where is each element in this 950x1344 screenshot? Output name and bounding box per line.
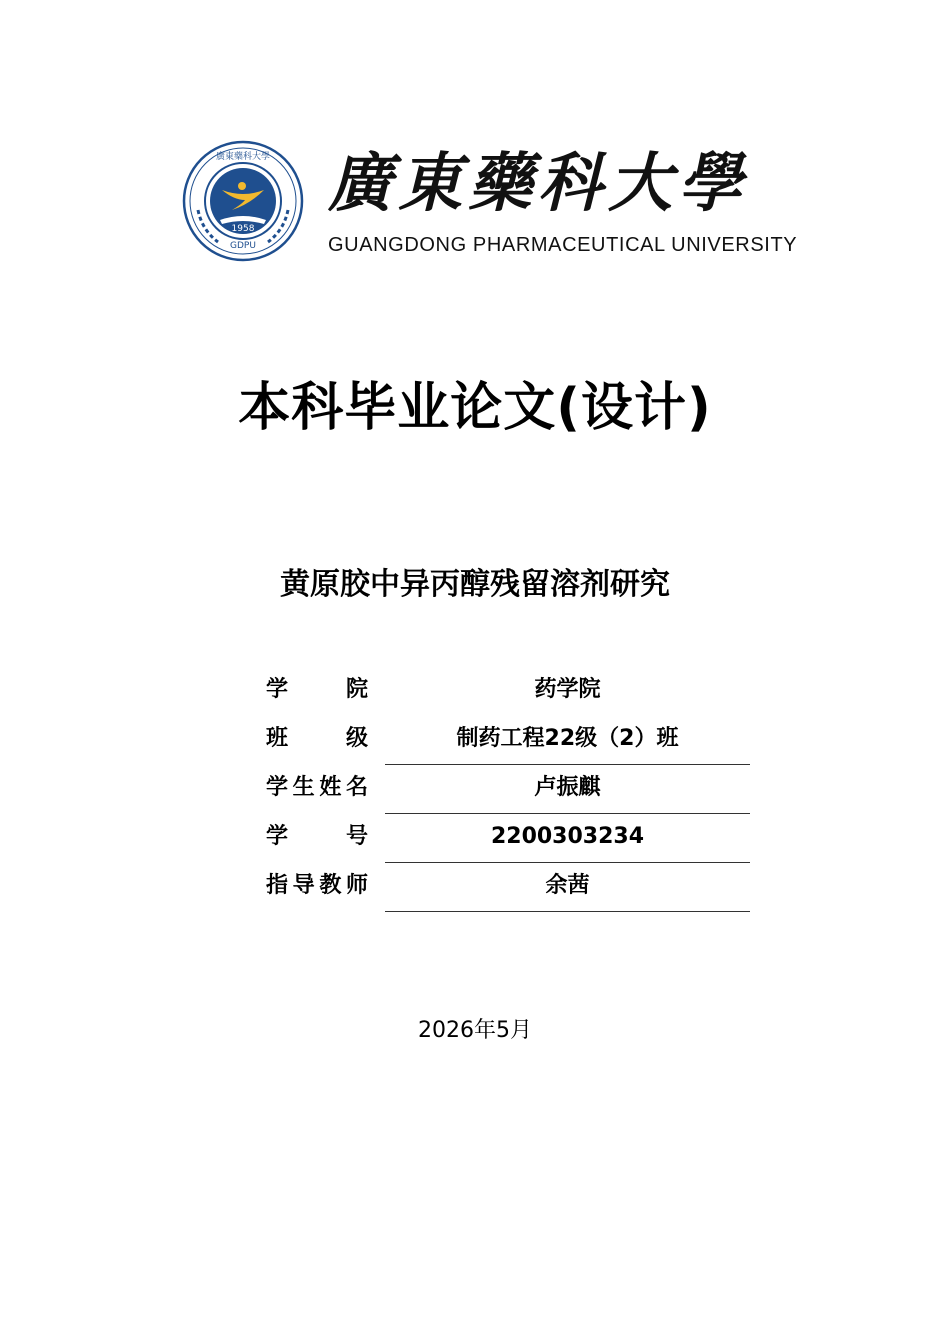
document-type-title: 本科毕业论文(设计) [238, 378, 712, 438]
info-label-char: 名 [345, 775, 368, 800]
info-label-char: 教 [319, 873, 342, 898]
info-label-char: 号 [345, 824, 368, 849]
info-value: 2200303234 [490, 824, 645, 849]
info-value: 卢振麒 [534, 775, 601, 800]
info-label [266, 724, 368, 754]
info-row [266, 716, 750, 765]
info-label [266, 773, 368, 803]
info-label-char: 导 [292, 873, 315, 898]
info-label-char: 学 [266, 677, 289, 702]
university-seal-icon [182, 140, 304, 262]
seal-year: 1958 [231, 224, 255, 234]
info-row [266, 667, 750, 716]
info-row [266, 863, 750, 912]
info-label-char: 师 [345, 873, 368, 898]
thesis-title: 黄原胶中异丙醇残留溶剂研究 [280, 567, 670, 602]
info-row [266, 814, 750, 863]
info-value: 余茜 [545, 873, 590, 898]
student-info-table [266, 667, 750, 912]
submission-date: 2026年5月 [418, 1018, 532, 1043]
seal-arc-text: 廣東藥科大學 [215, 152, 271, 162]
info-label-char: 班 [266, 726, 289, 751]
info-label [266, 675, 368, 705]
info-label-char: 级 [345, 726, 368, 751]
info-label [266, 871, 368, 901]
info-underline [385, 911, 750, 912]
university-name-cn: 廣東藥科大學 [328, 146, 748, 221]
info-label-char: 姓 [319, 775, 342, 800]
info-label-char: 学 [266, 824, 289, 849]
info-value: 药学院 [534, 677, 601, 702]
university-logo [182, 138, 798, 263]
seal-abbr: GDPU [230, 241, 256, 251]
info-row [266, 765, 750, 814]
info-value: 制药工程22级（2）班 [456, 726, 679, 751]
info-label-char: 生 [292, 775, 315, 800]
info-label [266, 822, 368, 852]
info-label-char: 院 [345, 677, 368, 702]
info-label-char: 学 [266, 775, 289, 800]
university-name-en: GUANGDONG PHARMACEUTICAL UNIVERSITY [328, 234, 798, 256]
info-label-char: 指 [266, 873, 289, 898]
